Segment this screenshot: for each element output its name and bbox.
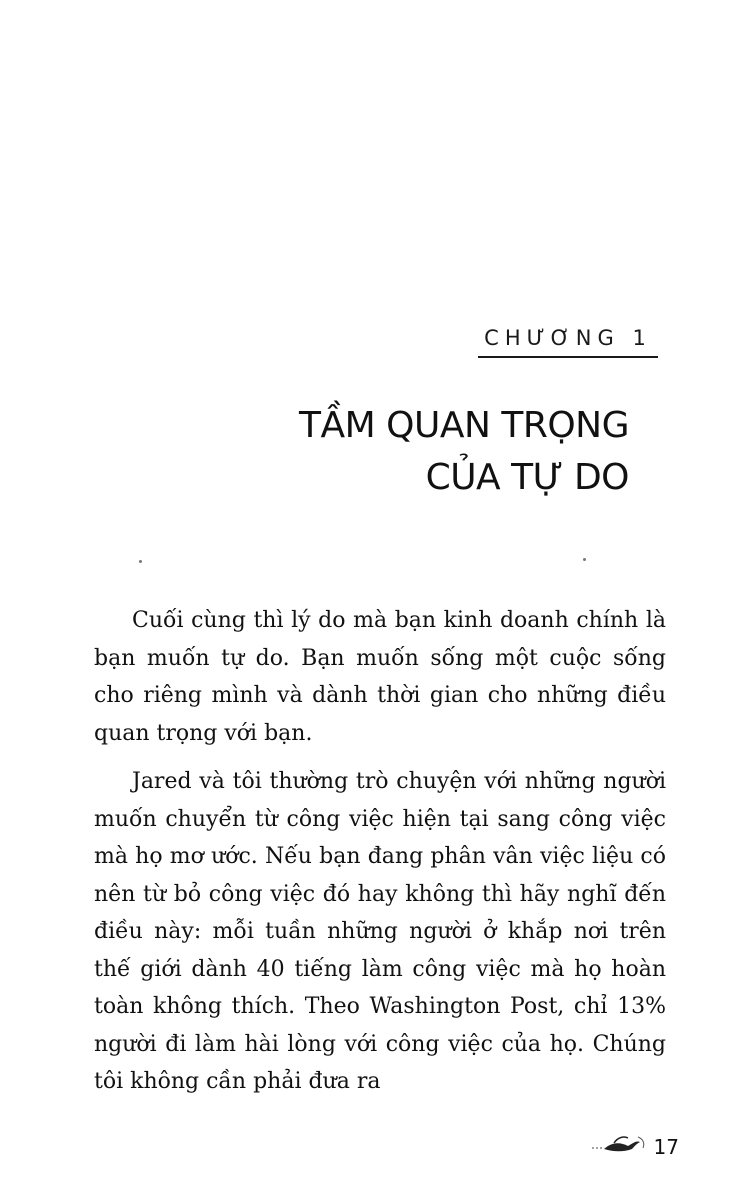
scan-speck — [139, 560, 142, 563]
scan-speck — [583, 558, 586, 561]
body-text — [94, 602, 666, 1101]
chapter-title-line-1: TẦM QUAN TRỌNG — [299, 405, 629, 446]
chapter-label: CHƯƠNG 1 — [484, 326, 652, 350]
chapter-title-line-2: CỦA TỰ DO — [425, 457, 629, 498]
page-footer — [590, 1133, 679, 1160]
page-number: 17 — [653, 1134, 679, 1159]
bird-ornament-icon — [590, 1133, 650, 1160]
chapter-rule — [478, 356, 658, 358]
paragraph-2: Jared và tôi thường trò chuyện với những người muốn chuyển từ công việc hiện tại sang công việc mà họ mơ ước. Nếu bạn đang phân vân việc liệu có nên từ bỏ công việc đó hay không thì hãy nghĩ đến điều này: mỗi tuần những người ở khắp nơi trên thế giới dành 40 tiếng làm công việc mà họ hoàn toàn không thích. Theo Washington Post, chỉ 13% người đi làm hài lòng với công việc của họ. Chúng tôi không cần phải đưa ra — [94, 769, 666, 1094]
chapter-title — [299, 400, 629, 504]
paragraph-1: Cuối cùng thì lý do mà bạn kinh doanh chính là bạn muốn tự do. Bạn muốn sống một cuộc sống cho riêng mình và dành thời gian cho những điều quan trọng với bạn. — [94, 608, 666, 746]
